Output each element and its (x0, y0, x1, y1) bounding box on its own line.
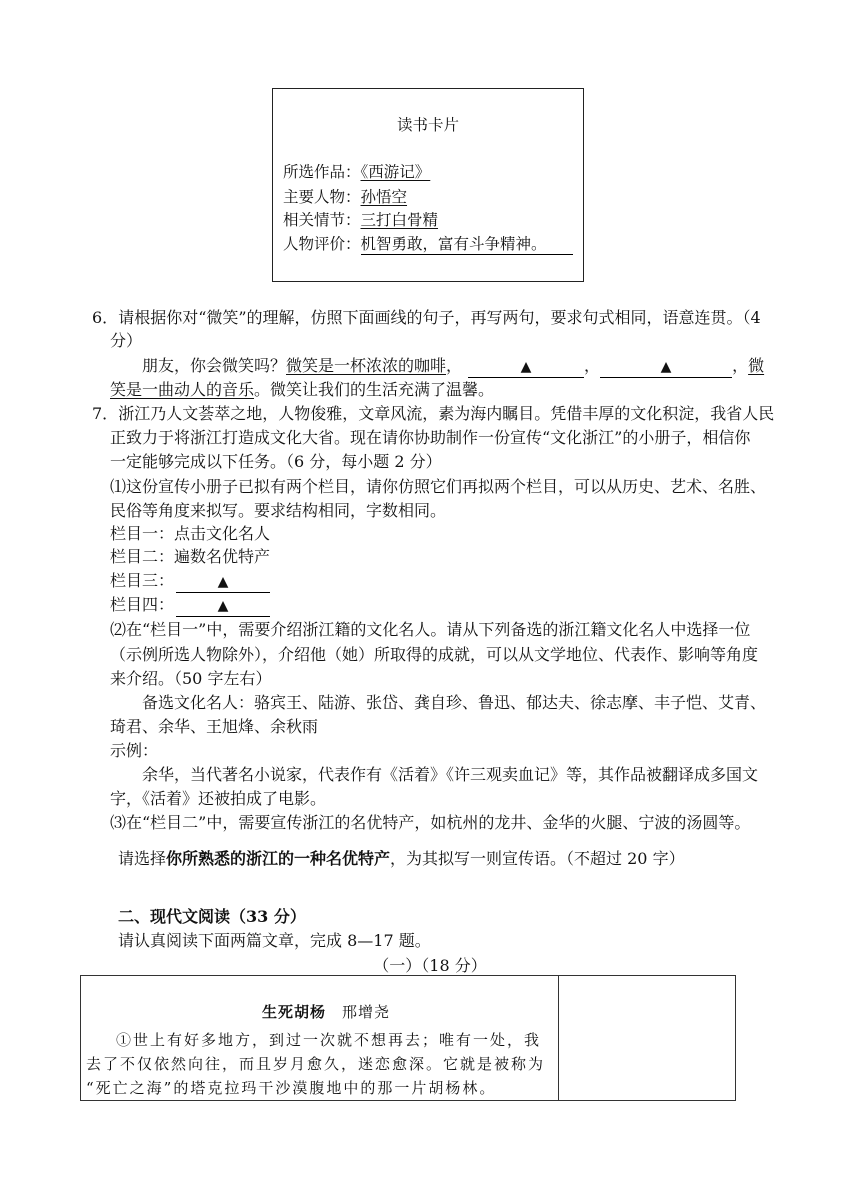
candidates-line-2: 琦君、余华、王旭烽、余秋雨 (110, 717, 319, 736)
reading-card-title: 读书卡片 (396, 116, 459, 134)
column-label: 栏目二： (110, 547, 175, 566)
section-instruction: 请认真阅读下面两篇文章，完成 8—17 题。 (118, 931, 431, 950)
article-line-2: 去了不仅依然向往，而且岁月愈久，迷恋愈深。它就是被称为 (86, 1055, 546, 1073)
punctuation: ， (732, 356, 749, 375)
card-value: 《西游记》 (360, 163, 431, 181)
part-title: （一）（18 分） (373, 956, 487, 975)
column-item-3 (110, 569, 270, 593)
article-author: 邢增尧 (342, 1003, 391, 1021)
task-text: ，为其拟写一则宣传语。（不超过 20 字） (390, 849, 685, 868)
candidates-line-1: 备选文化名人：骆宾王、陆游、张岱、龚自珍、鲁迅、郁达夫、徐志摩、丰子恺、艾青、 (142, 693, 767, 712)
question-7-line-3: 一定能够完成以下任务。（6 分，每小题 2 分） (110, 452, 442, 471)
column-item-1 (110, 522, 270, 546)
lead-text: 朋友，你会微笑吗？ (142, 356, 287, 375)
article-line-1: ①世上有好多地方，到过一次就不想再去；唯有一处，我 (116, 1031, 542, 1049)
question-6-line-1 (92, 306, 761, 330)
example-line-2: 字，《活着》还被拍成了电影。 (110, 789, 327, 808)
model-sentence: 微笑是一杯浓浓的咖啡 (286, 356, 447, 375)
example-line-1: 余华，当代著名小说家，代表作有《活着》《许三观卖血记》等，其作品被翻译成多国文 (142, 765, 759, 784)
card-label: 人物评价： (283, 235, 361, 253)
column-item-2 (110, 545, 270, 569)
question-7-line-1 (92, 402, 774, 426)
part-2-line-2: （示例所选人物除外），介绍他（她）所取得的成就，可以从文学地位、代表作、影响等角度 (110, 645, 759, 664)
card-row-plot (283, 208, 438, 232)
card-label: 相关情节： (283, 211, 361, 229)
part-1-line-1: ⑴这份宣传小册子已拟有两个栏目，请你仿照它们再拟两个栏目，可以从历史、艺术、名胜、 (110, 477, 767, 496)
card-row-character (283, 185, 407, 209)
card-row-work (283, 160, 430, 184)
punctuation: ， (446, 356, 463, 375)
question-7-line-2: 正致力于将浙江打造成文化大省。现在请你协助制作一份宣传“文化浙江”的小册子，相信你 (110, 428, 751, 447)
part-3-line: ⑶在“栏目二”中，需要宣传浙江的名优特产，如杭州的龙井、金华的火腿、宁波的汤圆等。 (110, 813, 751, 832)
question-number: 7． (92, 404, 119, 423)
answer-blank: ▲ (468, 357, 584, 378)
part-2-line-3: 来介绍。（50 字左右） (110, 669, 272, 688)
article-title: 生死胡杨 (262, 1003, 327, 1021)
column-item-4 (110, 593, 270, 617)
answer-blank: ▲ (176, 572, 270, 593)
part-3-task (118, 847, 685, 871)
task-text: 请选择 (118, 849, 167, 868)
question-6-line-2: 分） (110, 331, 143, 350)
card-label: 所选作品： (283, 163, 361, 181)
card-label: 主要人物： (283, 188, 361, 206)
part-2-line-1: ⑵在“栏目一”中，需要介绍浙江籍的文化名人。请从下列备选的浙江籍文化名人中选择一位 (110, 620, 751, 639)
card-value: 孙悟空 (360, 188, 408, 206)
column-value: 点击文化名人 (174, 524, 271, 543)
closing-text: 。微笑让我们的生活充满了温馨。 (254, 380, 495, 399)
column-label: 栏目三： (110, 571, 175, 590)
reading-card (272, 88, 584, 282)
question-number: 6． (92, 308, 119, 327)
card-value: 三打白骨精 (360, 211, 439, 229)
column-value: 遍数名优特产 (174, 547, 271, 566)
column-label: 栏目一： (110, 524, 175, 543)
article-table (80, 975, 736, 1101)
part-1-line-2: 民俗等角度来拟写。要求结构相同，字数相同。 (110, 501, 447, 520)
task-emphasis: 你所熟悉的浙江的一种名优特产 (166, 849, 391, 868)
answer-blank: ▲ (600, 357, 732, 378)
question-6-line-3 (142, 354, 764, 378)
punctuation: ， (584, 356, 601, 375)
annotation-cell (558, 976, 736, 1100)
article-line-3: “死亡之海”的塔克拉玛干沙漠腹地中的那一片胡杨林。 (86, 1079, 497, 1097)
card-value: 机智勇敢，富有斗争精神。 (361, 234, 573, 255)
card-row-evaluation (283, 232, 573, 256)
question-text: 浙江乃人文荟萃之地，人物俊雅，文章风流，素为海内瞩目。凭借丰厚的文化积淀，我省人民 (118, 404, 775, 423)
column-label: 栏目四： (110, 595, 175, 614)
model-sentence: 微 (748, 356, 765, 375)
model-sentence: 笑是一曲动人的音乐 (110, 380, 255, 399)
answer-blank: ▲ (176, 596, 270, 617)
section-heading: 二、现代文阅读（33 分） (118, 907, 306, 926)
example-label: 示例： (110, 741, 159, 760)
question-6-line-4 (110, 378, 494, 402)
question-text: 请根据你对“微笑”的理解，仿照下面画线的句子，再写两句，要求句式相同，语意连贯。（4 (118, 308, 761, 327)
